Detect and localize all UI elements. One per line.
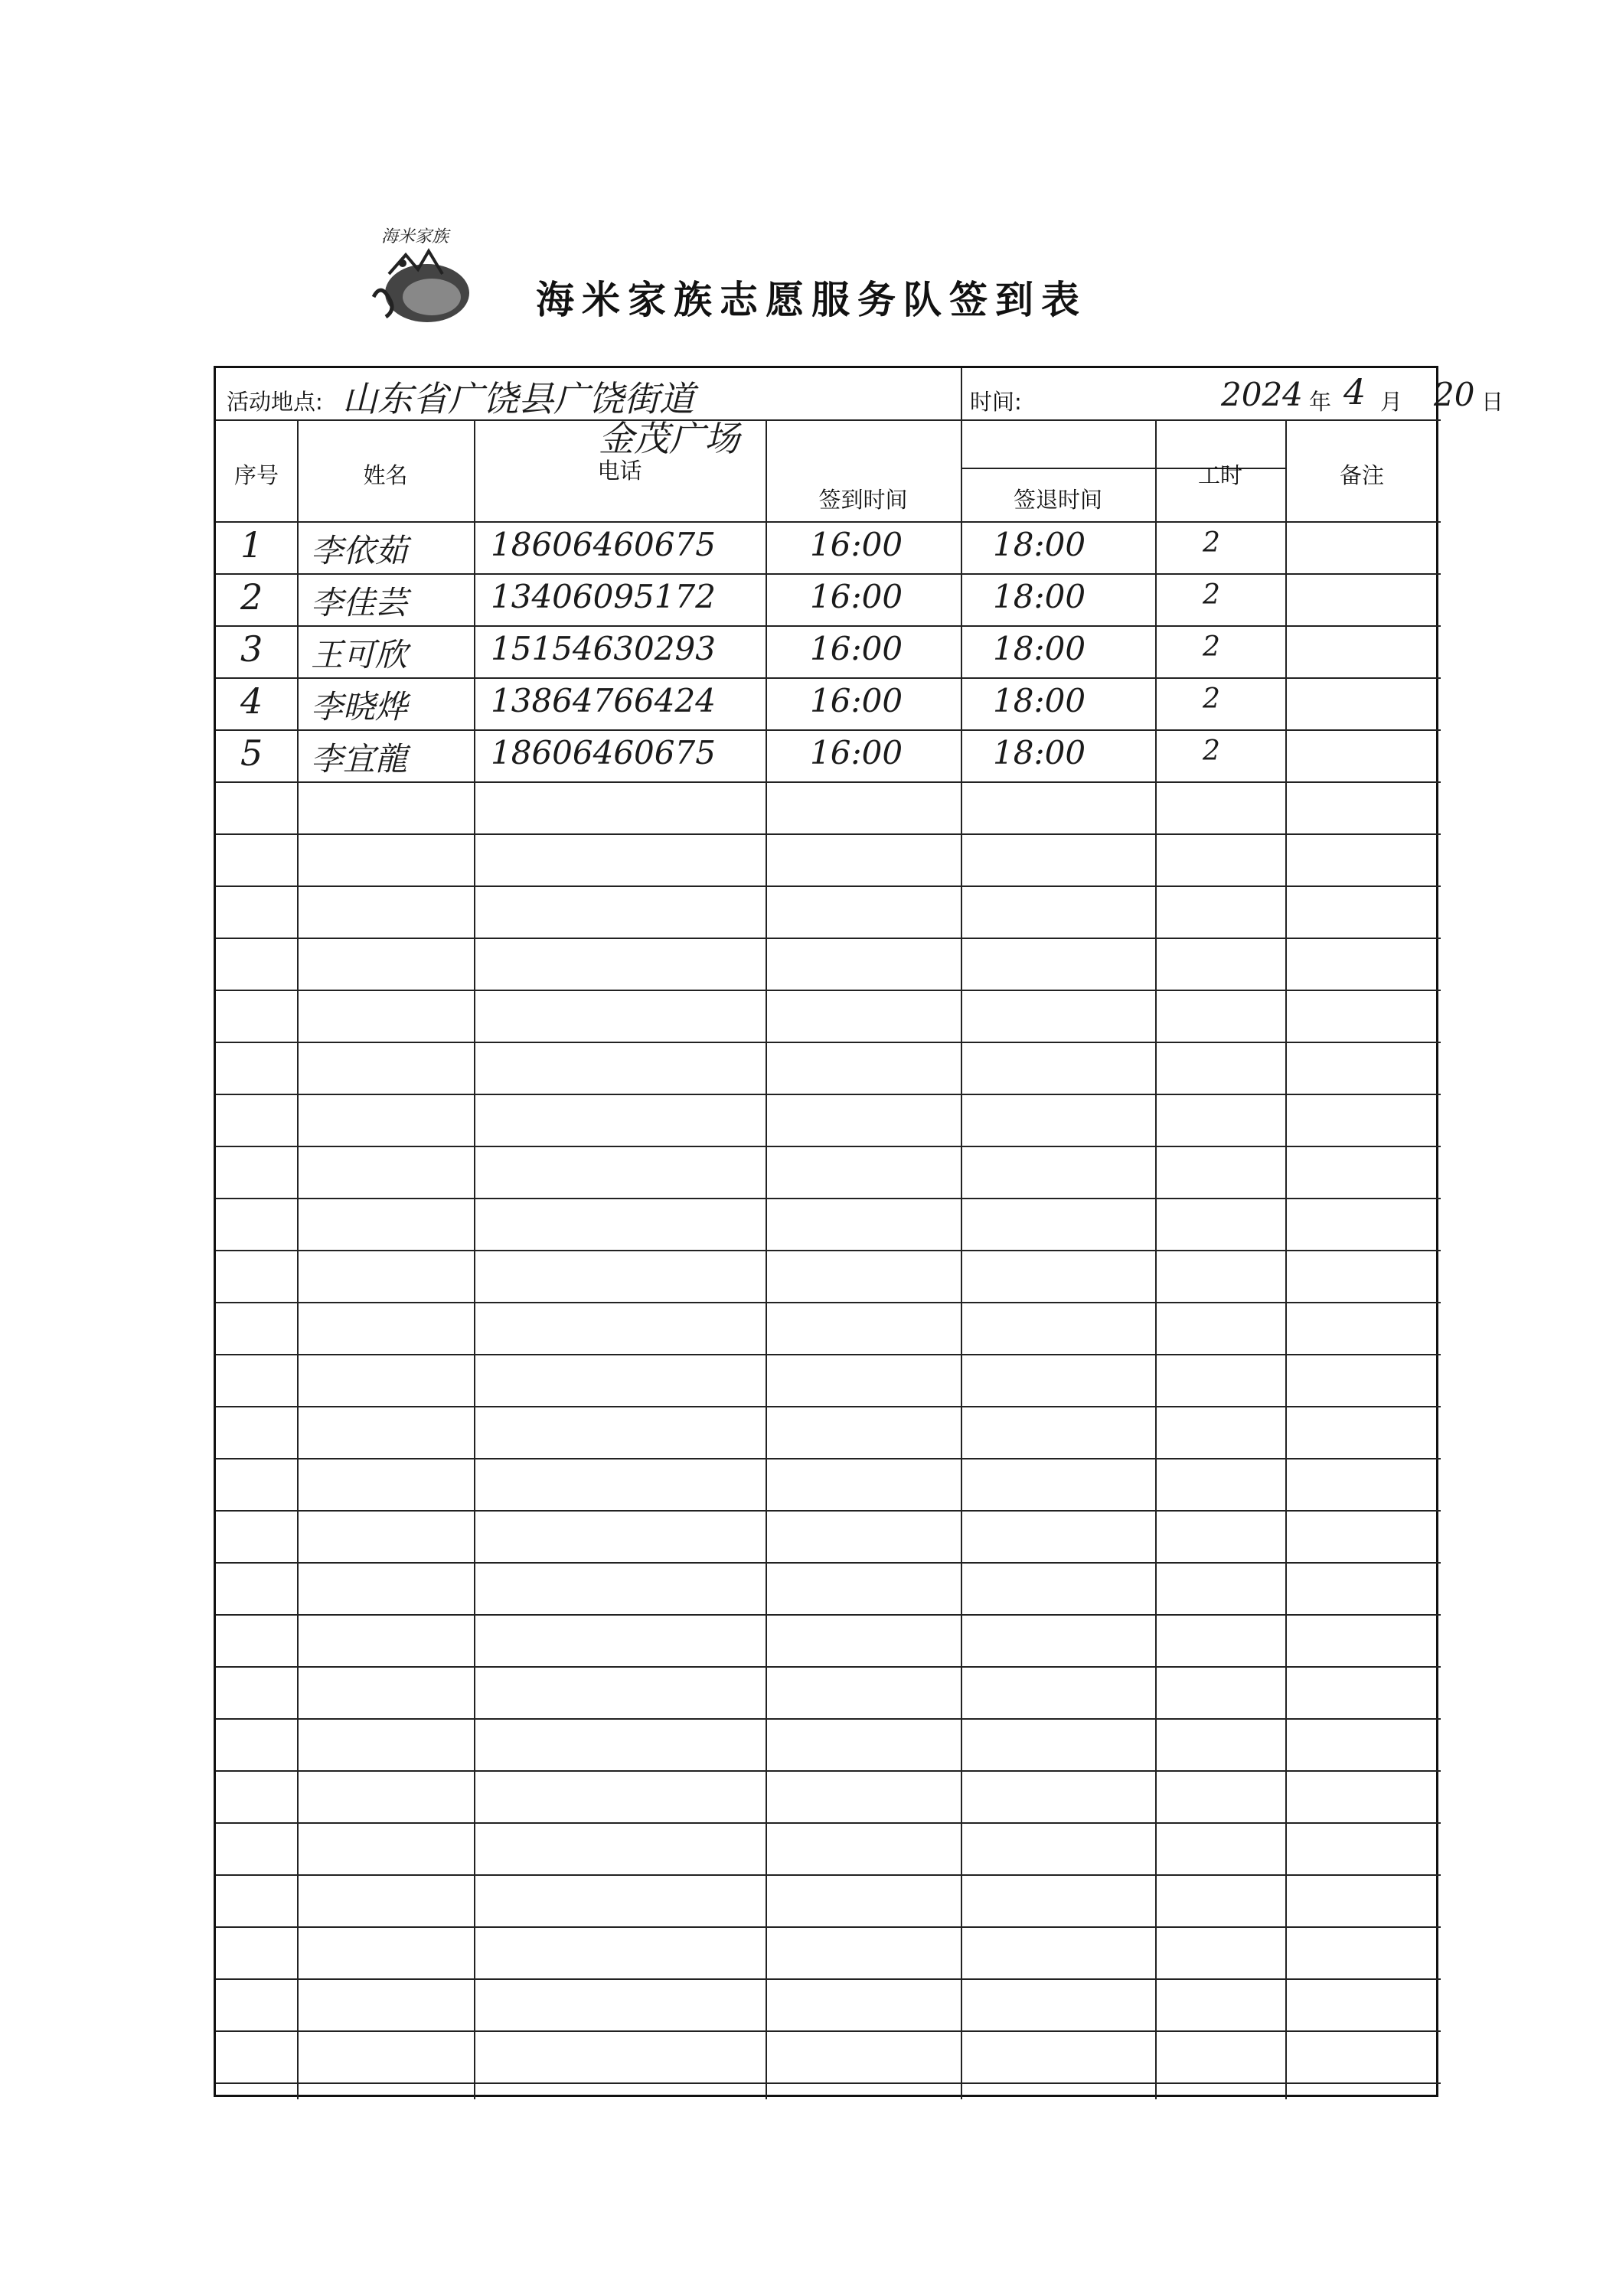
row-divider	[216, 1094, 1441, 1095]
row-name: 李宜龍	[311, 740, 408, 778]
row-hours: 2	[1203, 579, 1220, 611]
row-divider	[216, 2030, 1441, 2032]
column-header-sign-out: 签退时间	[1013, 487, 1102, 513]
location-value-line2: 金茂广场	[599, 418, 739, 459]
date-year-unit: 年	[1309, 389, 1332, 415]
row-divider	[216, 677, 1441, 679]
row-divider	[216, 573, 1441, 575]
location-value: 山东省广饶县广饶街道	[342, 378, 694, 419]
row-divider	[216, 1822, 1441, 1824]
row-sign-out: 18:00	[993, 734, 1086, 771]
column-divider	[766, 419, 767, 2099]
row-phone: 18606460675	[491, 526, 716, 563]
volunteer-logo-icon	[358, 220, 481, 328]
row-divider	[216, 938, 1441, 939]
row-sign-out: 18:00	[993, 630, 1086, 667]
row-divider	[216, 1302, 1441, 1303]
row-divider	[216, 1666, 1441, 1668]
row-no: 5	[240, 732, 263, 774]
logo-text: 海米家族	[381, 227, 449, 246]
date-month-unit: 月	[1380, 389, 1403, 415]
row-divider	[216, 1614, 1441, 1616]
row-divider	[216, 833, 1441, 835]
row-divider	[216, 1770, 1441, 1772]
row-sign-in: 16:00	[810, 630, 903, 667]
row-divider	[216, 1042, 1441, 1043]
column-header-hours: 工时	[1197, 462, 1242, 488]
header-bottom-divider	[216, 521, 1441, 523]
column-header-no: 序号	[233, 462, 279, 488]
date-year: 2024	[1221, 376, 1303, 413]
row-divider	[216, 1562, 1441, 1564]
row-hours: 2	[1203, 527, 1220, 559]
row-phone: 15154630293	[491, 630, 716, 667]
column-divider	[297, 419, 299, 2099]
row-sign-in: 16:00	[810, 682, 903, 719]
row-divider	[216, 1146, 1441, 1147]
row-divider	[216, 1406, 1441, 1407]
location-label: 活动地点:	[227, 389, 323, 415]
row-sign-in: 16:00	[810, 526, 903, 563]
date-day-unit: 日	[1481, 389, 1504, 415]
row-divider	[216, 1354, 1441, 1355]
row-divider	[216, 1458, 1441, 1459]
column-header-name: 姓名	[363, 462, 408, 488]
row-divider	[216, 1978, 1441, 1980]
row-sign-out: 18:00	[993, 682, 1086, 719]
column-header-sign-in: 签到时间	[818, 487, 908, 513]
row-no: 2	[240, 576, 263, 618]
column-header-phone: 电话	[597, 458, 642, 484]
column-divider	[1155, 419, 1157, 2099]
row-name: 李依茹	[311, 532, 408, 569]
row-divider	[216, 2082, 1441, 2084]
row-no: 1	[240, 524, 263, 566]
row-phone: 13864766424	[491, 682, 716, 719]
row-sign-out: 18:00	[993, 578, 1086, 615]
row-sign-in: 16:00	[810, 734, 903, 771]
row-phone: 18606460675	[491, 734, 716, 771]
time-label: 时间:	[970, 389, 1022, 415]
row-name: 李佳芸	[311, 584, 408, 621]
row-divider	[216, 1926, 1441, 1928]
row-divider	[216, 625, 1441, 627]
row-divider	[216, 781, 1441, 783]
row-sign-out: 18:00	[993, 526, 1086, 563]
column-divider	[1285, 419, 1287, 2099]
date-day: 20	[1434, 376, 1475, 413]
row-name: 王可欣	[311, 636, 408, 673]
sign-in-sheet-table	[214, 366, 1504, 2097]
row-divider	[216, 885, 1441, 887]
location-time-divider	[961, 368, 962, 419]
row-divider	[216, 1250, 1441, 1251]
row-no: 4	[240, 680, 263, 722]
row-divider	[216, 990, 1441, 991]
row-phone: 13406095172	[491, 578, 716, 615]
row-hours: 2	[1203, 683, 1220, 715]
column-divider	[961, 419, 962, 2099]
row-no: 3	[240, 628, 263, 670]
row-divider	[216, 729, 1441, 731]
date-month: 4	[1343, 371, 1366, 413]
page-title: 海米家族志愿服务队签到表	[536, 278, 1087, 322]
row-sign-in: 16:00	[810, 578, 903, 615]
row-name: 李晓烨	[311, 688, 408, 726]
row-divider	[216, 1510, 1441, 1512]
row-hours: 2	[1203, 735, 1220, 767]
row-divider	[216, 1874, 1441, 1876]
row-divider	[216, 1198, 1441, 1199]
row-divider	[216, 1718, 1441, 1720]
row-hours: 2	[1203, 631, 1220, 663]
column-divider	[474, 419, 475, 2099]
column-header-remarks: 备注	[1339, 462, 1384, 488]
